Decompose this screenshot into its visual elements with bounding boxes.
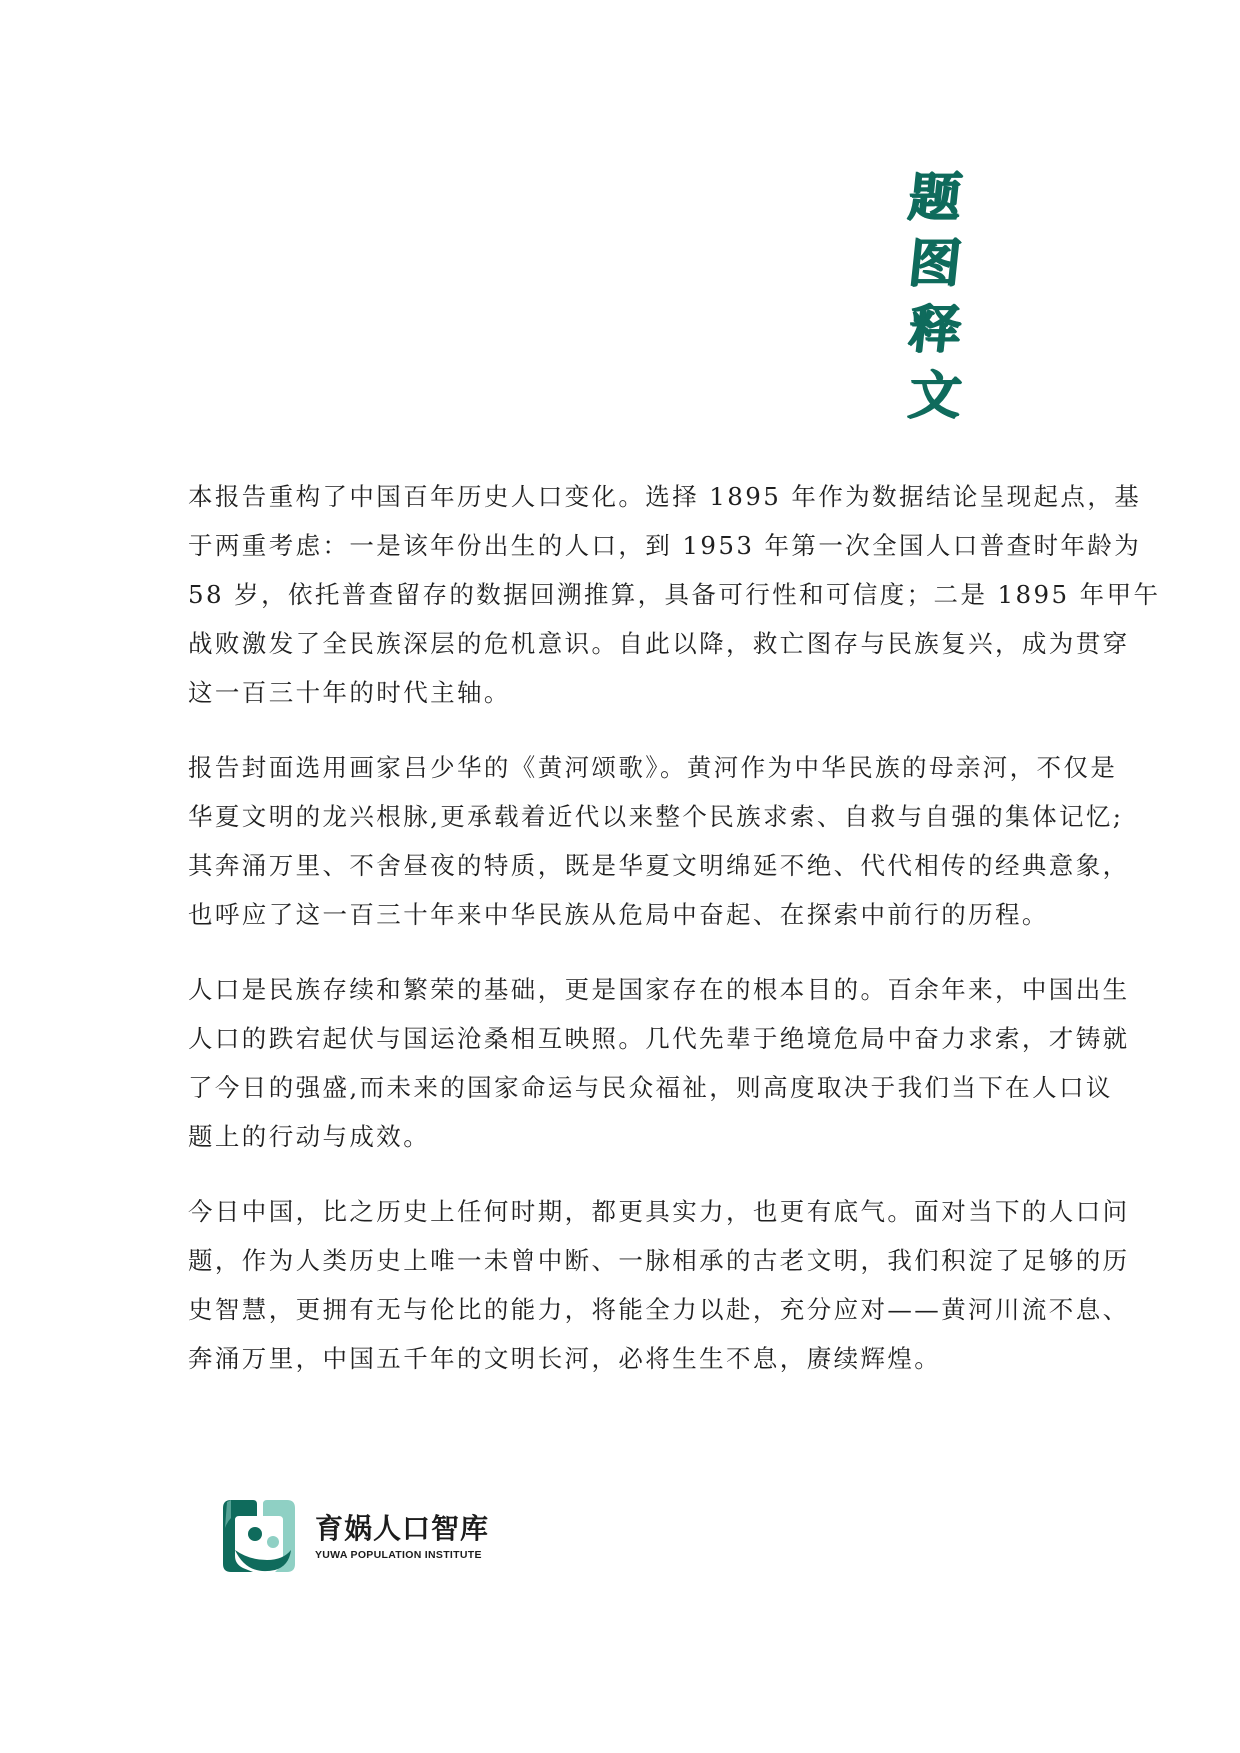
title-char: 题 bbox=[905, 167, 965, 228]
text-line: 本报告重构了中国百年历史人口变化。选择 1895 年作为数据结论呈现起点，基 bbox=[188, 482, 1142, 511]
logo-subtitle: YUWA POPULATION INSTITUTE bbox=[315, 1549, 482, 1561]
text-line: 人口是民族存续和繁荣的基础，更是国家存在的根本目的。百余年来，中国出生 bbox=[188, 975, 1130, 1004]
title-char: 图 bbox=[905, 233, 965, 294]
text-line: 这一百三十年的时代主轴。 bbox=[188, 678, 511, 707]
text-line: 战败激发了全民族深层的危机意识。自此以降，救亡图存与民族复兴，成为贯穿 bbox=[188, 629, 1130, 658]
paragraph-1 bbox=[188, 472, 1161, 717]
body-text bbox=[188, 472, 1161, 1409]
text-line: 史智慧，更拥有无与伦比的能力，将能全力以赴，充分应对——黄河川流不息、 bbox=[188, 1295, 1130, 1324]
paragraph-4 bbox=[188, 1187, 1130, 1383]
paragraph-3 bbox=[188, 965, 1130, 1161]
yuwa-logo-icon bbox=[217, 1498, 301, 1578]
title-char: 文 bbox=[905, 365, 965, 426]
text-line: 华夏文明的龙兴根脉,更承载着近代以来整个民族求索、自救与自强的集体记忆; bbox=[188, 802, 1124, 831]
yuwa-logo bbox=[217, 1498, 489, 1578]
text-line: 人口的跌宕起伏与国运沧桑相互映照。几代先辈于绝境危局中奋力求索，才铸就 bbox=[188, 1024, 1130, 1053]
text-line: 奔涌万里，中国五千年的文明长河，必将生生不息，赓续辉煌。 bbox=[188, 1344, 942, 1373]
text-line: 报告封面选用画家吕少华的《黄河颂歌》。黄河作为中华民族的母亲河，不仅是 bbox=[188, 753, 1118, 782]
logo-text bbox=[315, 1512, 489, 1564]
text-line: 题，作为人类历史上唯一未曾中断、一脉相承的古老文明，我们积淀了足够的历 bbox=[188, 1246, 1130, 1275]
text-line: 其奔涌万里、不舍昼夜的特质，既是华夏文明绵延不绝、代代相传的经典意象， bbox=[188, 851, 1130, 880]
text-line: 了今日的强盛,而未来的国家命运与民众福祉，则高度取决于我们当下在人口议 bbox=[188, 1073, 1113, 1102]
title-char: 释 bbox=[905, 299, 965, 360]
text-line: 58 岁，依托普查留存的数据回溯推算，具备可行性和可信度；二是 1895 年甲午 bbox=[188, 580, 1161, 609]
paragraph-2 bbox=[188, 743, 1130, 939]
text-line: 题上的行动与成效。 bbox=[188, 1122, 431, 1151]
text-line: 于两重考虑：一是该年份出生的人口，到 1953 年第一次全国人口普查时年龄为 bbox=[188, 531, 1142, 560]
text-line: 也呼应了这一百三十年来中华民族从危局中奋起、在探索中前行的历程。 bbox=[188, 900, 1049, 929]
text-line: 今日中国，比之历史上任何时期，都更具实力，也更有底气。面对当下的人口问 bbox=[188, 1197, 1130, 1226]
logo-name: 育娲人口智库 bbox=[315, 1512, 490, 1545]
vertical-title bbox=[900, 165, 970, 429]
